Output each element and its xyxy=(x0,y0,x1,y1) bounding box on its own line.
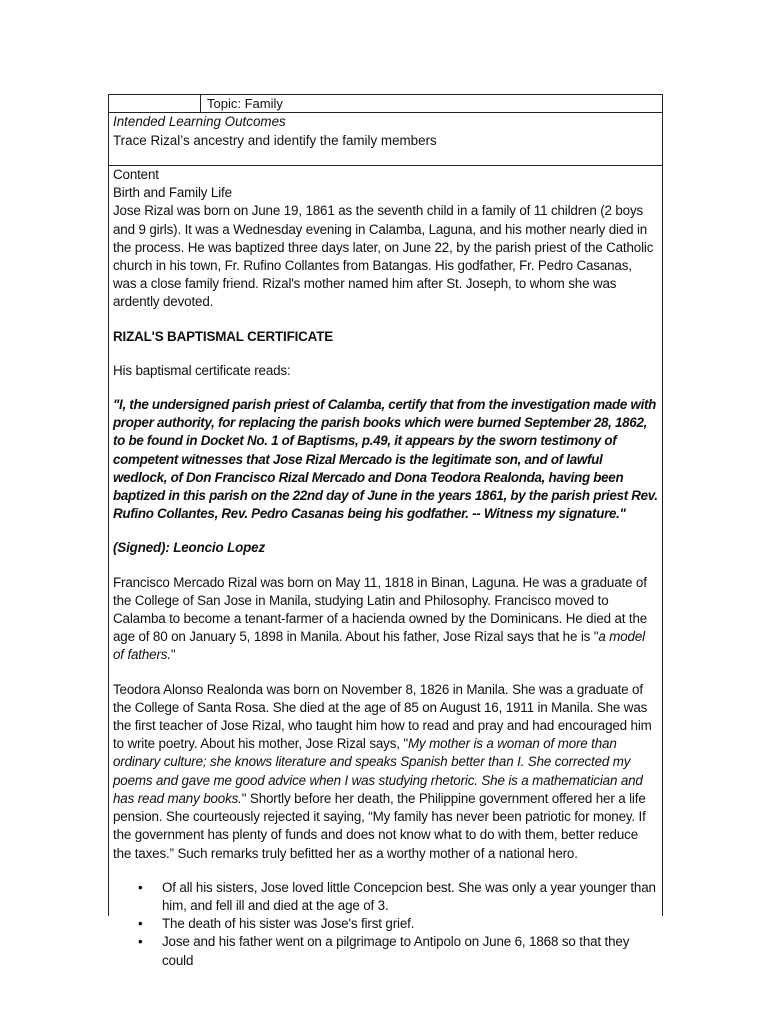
bullet-icon: • xyxy=(138,916,143,932)
father-paragraph xyxy=(113,574,658,665)
certificate-signature: (Signed): Leoncio Lopez xyxy=(113,540,266,556)
list-item-text: Jose and his father went on a pilgrimage to Antipolo on June 6, 1868 so that they could xyxy=(162,934,630,968)
father-quote-end: " xyxy=(170,647,176,663)
list-item-text: Of all his sisters, Jose loved little Concepcion best. She was only a year younger than him, and fell ill and died at the age of 3. xyxy=(162,879,656,913)
certificate-intro: His baptismal certificate reads: xyxy=(113,362,291,378)
bullet-icon: • xyxy=(138,879,143,895)
lesson-document xyxy=(108,94,663,968)
outcomes-text: Trace Rizal’s ancestry and identify the family members xyxy=(113,132,437,148)
bullet-icon: • xyxy=(138,934,143,950)
father-text: Francisco Mercado Rizal was born on May 11, 1818 in Binan, Laguna. He was a graduate of the College of San Jose in Manila, studying Latin and Philosophy. Francisco moved to Calamba to become a tenant-farmer of a hacienda owned by the Dominicans. He died at the age of 80 on January 5, 1898 in Manila. About his father, Jose Rizal says that he is " xyxy=(113,574,648,645)
certificate-quote: "I, the undersigned parish priest of Calamba, certify that from the investigation made with proper authority, for replacing the parish books which were burned September 28, 1862, to be found in Docket No. 1 of Baptisms, p.49, it appears by the sworn testimony of competent witnesses that Jose Rizal Mercado is the legitimate son, and of lawful wedlock, of Don Francisco Rizal Mercado and Dona Teodora Realonda, having been baptized in this parish on the 22nd day of June in the years 1861, by the parish priest Rev. Rufino Collantes, Rev. Pedro Casanas being his godfather. -- Witness my signature." xyxy=(113,397,658,522)
outcomes-row xyxy=(109,113,662,166)
topic-cell: Topic: Family xyxy=(207,96,283,111)
certificate-heading: RIZAL'S BAPTISMAL CERTIFICATE xyxy=(113,328,334,344)
family-bullets xyxy=(113,879,658,970)
outcomes-title: Intended Learning Outcomes xyxy=(113,114,286,129)
list-item xyxy=(138,933,658,969)
mother-text: Teodora Alonso Realonda was born on November 8, 1826 in Manila. She was a graduate of the College of Santa Rosa. She died at the age of 85 on August 16, 1911 in Manila. She was the first teacher of Jose Rizal, who taught him how to read and pray and had encouraged him to write poetry. About his mother, Jose Rizal says, " xyxy=(113,681,652,752)
mother-quote: My mother is a woman of more than ordinary culture; she knows literature and speaks Spanish better than I. She corrected my poems and gave me good advice when I was studying rhetoric. She is a mathematician and has read many books. xyxy=(113,736,643,806)
mother-paragraph xyxy=(113,681,658,863)
list-item xyxy=(138,879,658,915)
content-section xyxy=(109,166,662,970)
list-item xyxy=(138,915,658,933)
father-quote: a model of fathers. xyxy=(113,629,645,663)
blank-cell xyxy=(109,95,201,112)
content-subheading: Birth and Family Life xyxy=(113,185,232,201)
birth-paragraph: Jose Rizal was born on June 19, 1861 as the seventh child in a family of 11 children (2 boys and 9 girls). It was a Wednesday evening in Calamba, Laguna, and his mother nearly died in the process. He was baptized three days later, on June 22, by the parish priest of the Catholic church in his town, Fr. Rufino Collantes from Batangas. His godfather, Fr. Pedro Casanas, was a close family friend. Rizal's mother named him after St. Joseph, to whom she was ardently devoted. xyxy=(113,203,654,310)
topic-row xyxy=(109,95,662,113)
list-item-text: The death of his sister was Jose's first grief. xyxy=(162,916,415,932)
content-label: Content xyxy=(113,167,159,182)
mother-rest: " Shortly before her death, the Philippine government offered her a life pension. She courteously rejected it saying, “My family has never been patriotic for money. If the government has plenty of funds and does not know what to do with them, better reduce the taxes.” Such remarks truly befitted her as a worthy mother of a national hero. xyxy=(113,790,646,861)
